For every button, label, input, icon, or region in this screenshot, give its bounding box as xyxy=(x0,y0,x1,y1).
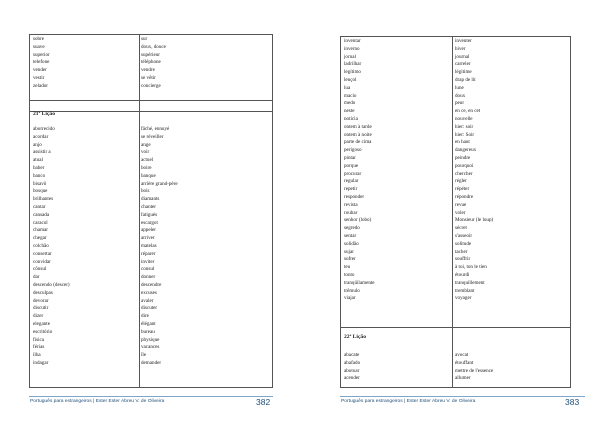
french-word: physique xyxy=(141,336,160,343)
portuguese-word: responder xyxy=(344,193,365,200)
french-word: matelas xyxy=(141,242,157,249)
lesson-21-portuguese-column xyxy=(33,126,70,368)
french-word: s'asseoir xyxy=(455,232,473,239)
french-word: réparer xyxy=(141,250,156,257)
french-word: dire xyxy=(141,313,149,320)
portuguese-word: vender xyxy=(33,67,47,74)
portuguese-word: tonto xyxy=(344,271,355,278)
portuguese-word: assistir a xyxy=(33,149,51,156)
french-word: Monsieur (le loup) xyxy=(455,217,494,224)
french-word: drap de lit xyxy=(455,76,476,83)
french-word: arriver xyxy=(141,235,155,242)
portuguese-word: tranqüilamente xyxy=(344,279,375,286)
portuguese-word: superior xyxy=(33,51,50,58)
french-word: vacances xyxy=(141,344,160,351)
portuguese-word: jornal xyxy=(344,53,356,60)
french-word: tremblant xyxy=(455,287,475,294)
portuguese-word: sofrer xyxy=(344,256,356,263)
french-word: île xyxy=(141,352,147,359)
portuguese-word: inventar xyxy=(344,38,361,44)
portuguese-word: ontem à noite xyxy=(344,131,372,138)
portuguese-word: sobre xyxy=(33,36,45,42)
portuguese-word: cantar xyxy=(33,203,46,210)
french-word: concierge xyxy=(141,82,161,89)
french-word: allumer xyxy=(455,375,471,382)
right-top-french-column xyxy=(455,38,493,303)
french-word: chanter xyxy=(141,203,156,210)
french-word: téléphone xyxy=(141,59,161,66)
portuguese-word: roubar xyxy=(344,209,358,216)
french-word: étouffant xyxy=(455,359,474,366)
portuguese-word: legítimo xyxy=(344,69,361,76)
right-top-portuguese-column xyxy=(344,38,375,303)
portuguese-word: macio xyxy=(344,92,357,99)
portuguese-word: bosque xyxy=(33,188,48,195)
french-word: diamants xyxy=(141,196,160,203)
french-word: fatigués xyxy=(141,211,158,218)
lesson-heading-21: 21ª Lição xyxy=(33,111,56,117)
lesson-22-portuguese-column xyxy=(344,352,360,383)
french-word: inventer xyxy=(455,38,472,44)
footer-rule-right xyxy=(340,396,585,397)
french-word: donner xyxy=(141,274,156,281)
portuguese-word: regular xyxy=(344,178,359,185)
french-word: boire xyxy=(141,164,152,171)
portuguese-word: medo xyxy=(344,100,356,107)
portuguese-word: acender xyxy=(344,375,360,382)
portuguese-word: férias xyxy=(33,344,45,351)
portuguese-word: anjo xyxy=(33,141,42,148)
french-word: souffrir xyxy=(455,256,471,263)
portuguese-word: inverno xyxy=(344,45,360,52)
portuguese-word: lua xyxy=(344,84,351,91)
portuguese-word: dar xyxy=(33,274,40,281)
portuguese-word: solidão xyxy=(344,240,359,247)
page-number-left: 382 xyxy=(256,397,271,407)
french-word: sur xyxy=(141,36,148,42)
french-word: avaler xyxy=(141,297,154,304)
french-word: à toi, ton le tien xyxy=(455,264,487,271)
portuguese-word: sujar xyxy=(344,248,354,255)
french-word: doux xyxy=(455,92,466,99)
french-word: hier: Soir xyxy=(455,131,475,138)
footer-rule-left xyxy=(29,396,273,397)
portuguese-word: colchão xyxy=(33,242,49,249)
portuguese-word: baber xyxy=(33,164,45,171)
french-word: répondre xyxy=(455,193,474,200)
french-word: nouvelle xyxy=(455,115,473,122)
french-word: banque xyxy=(141,172,156,179)
french-word: voyager xyxy=(455,295,472,302)
french-word: hiver xyxy=(455,45,466,52)
portuguese-word: atual xyxy=(33,157,43,164)
left-top-french-column xyxy=(141,36,166,91)
portuguese-word: devorar xyxy=(33,297,49,304)
portuguese-word: ontem à tarde xyxy=(344,123,372,130)
portuguese-word: abafado xyxy=(344,359,361,366)
portuguese-word: abotoar xyxy=(344,367,360,374)
french-word: voler xyxy=(455,209,466,216)
left-top-portuguese-column xyxy=(33,36,50,91)
footer-text-right: Português para estrangeiros | Ester Ester Abreu V. de Oliveira xyxy=(341,399,476,404)
french-word: se vêtir xyxy=(141,74,156,81)
french-word: en ce, en cet xyxy=(455,108,481,115)
french-word: régler xyxy=(455,178,467,185)
french-word: lune xyxy=(455,84,464,91)
portuguese-word: consertar xyxy=(33,250,52,257)
french-word: hier: soir xyxy=(455,123,474,130)
portuguese-word: sentar xyxy=(344,232,357,239)
french-word: sécret xyxy=(455,225,467,232)
french-word: avocat xyxy=(455,352,469,358)
right-page xyxy=(300,0,600,424)
portuguese-word: brilhantes xyxy=(33,196,54,203)
french-word: mettre de l'essence xyxy=(455,367,494,374)
french-word: vendre xyxy=(141,67,155,74)
portuguese-word: senhor (lobo) xyxy=(344,217,372,224)
portuguese-word: elegante xyxy=(33,320,50,327)
portuguese-word: ladrilhar xyxy=(344,61,362,68)
portuguese-word: caracol xyxy=(33,219,48,226)
french-word: peur xyxy=(455,100,465,107)
portuguese-word: neste xyxy=(344,108,355,115)
portuguese-word: repetir xyxy=(344,186,358,193)
portuguese-word: bisavô xyxy=(33,180,47,187)
lesson-22-french-column xyxy=(455,352,493,383)
french-word: ange xyxy=(141,141,151,148)
portuguese-word: dizer xyxy=(33,313,44,320)
lesson-21-french-column xyxy=(141,126,178,368)
french-word: tranquillement xyxy=(455,279,485,286)
portuguese-word: escritório xyxy=(33,328,53,335)
portuguese-word: perigoso xyxy=(344,147,362,154)
portuguese-word: cansada xyxy=(33,211,50,218)
portuguese-word: cônsul xyxy=(33,266,47,273)
french-word: inviter xyxy=(141,258,155,265)
portuguese-word: aborrecido xyxy=(33,126,55,132)
french-word: peindre xyxy=(455,154,471,161)
portuguese-word: parte de cima xyxy=(344,139,372,146)
portuguese-word: revista xyxy=(344,201,358,208)
portuguese-word: trêmulo xyxy=(344,287,360,294)
french-word: excuses xyxy=(141,289,157,296)
french-word: bureau xyxy=(141,328,155,335)
french-word: chercher xyxy=(455,170,473,177)
french-word: supérieur xyxy=(141,51,160,58)
french-word: solitude xyxy=(455,240,472,247)
portuguese-word: pintar xyxy=(344,154,356,161)
french-word: doux, douce xyxy=(141,43,166,50)
portuguese-word: chamar xyxy=(33,227,48,234)
portuguese-word: chegar xyxy=(33,235,47,242)
portuguese-word: vestir xyxy=(33,74,45,81)
french-word: se réveiller xyxy=(141,133,164,140)
lesson-heading-22: 22ª Lição xyxy=(344,334,367,340)
portuguese-word: lençol xyxy=(344,76,357,83)
french-word: journal xyxy=(455,53,470,60)
french-word: carreler xyxy=(455,61,471,68)
page-number-right: 383 xyxy=(565,397,580,407)
french-word: descendre xyxy=(141,281,162,288)
french-word: dangereux xyxy=(455,147,477,154)
portuguese-word: porque xyxy=(344,162,359,169)
french-word: élégant xyxy=(141,320,156,327)
portuguese-word: zelador xyxy=(33,82,48,89)
portuguese-word: banco xyxy=(33,172,46,179)
portuguese-word: física xyxy=(33,336,45,343)
french-word: arrière grand-père xyxy=(141,180,178,187)
french-word: escargot xyxy=(141,219,158,226)
portuguese-word: teu xyxy=(344,264,351,271)
french-word: en haut xyxy=(455,139,470,146)
portuguese-word: abacate xyxy=(344,352,360,358)
french-word: voir xyxy=(141,149,150,156)
portuguese-word: desculpas xyxy=(33,289,53,296)
french-word: demander xyxy=(141,359,162,366)
portuguese-word: segredo xyxy=(344,225,360,232)
portuguese-word: suave xyxy=(33,43,45,50)
french-word: actuel xyxy=(141,157,154,164)
french-word: discuter xyxy=(141,305,158,312)
portuguese-word: procurar xyxy=(344,170,362,177)
french-word: tacher xyxy=(455,248,468,255)
portuguese-word: acordar xyxy=(33,133,49,140)
french-word: pourquoi xyxy=(455,162,474,169)
french-word: revue xyxy=(455,201,467,208)
french-word: légitime xyxy=(455,69,472,76)
footer-text-left: Português para estrangeiros | Ester Ester Abreu V. de Oliveira xyxy=(30,399,165,404)
french-word: consul xyxy=(141,266,155,273)
portuguese-word: discutir xyxy=(33,305,49,312)
french-word: appeler xyxy=(141,227,156,234)
portuguese-word: indagar xyxy=(33,359,49,366)
french-word: étourdi xyxy=(455,271,470,278)
french-word: bois xyxy=(141,188,150,195)
portuguese-word: ilha xyxy=(33,352,41,359)
portuguese-word: descendo (descer) xyxy=(33,281,70,288)
portuguese-word: telefone xyxy=(33,59,50,66)
portuguese-word: viajar xyxy=(344,295,356,302)
french-word: répéter xyxy=(455,186,470,193)
french-word: fâché, ennuyé xyxy=(141,126,170,132)
portuguese-word: notícia xyxy=(344,115,358,122)
portuguese-word: convidar xyxy=(33,258,51,265)
